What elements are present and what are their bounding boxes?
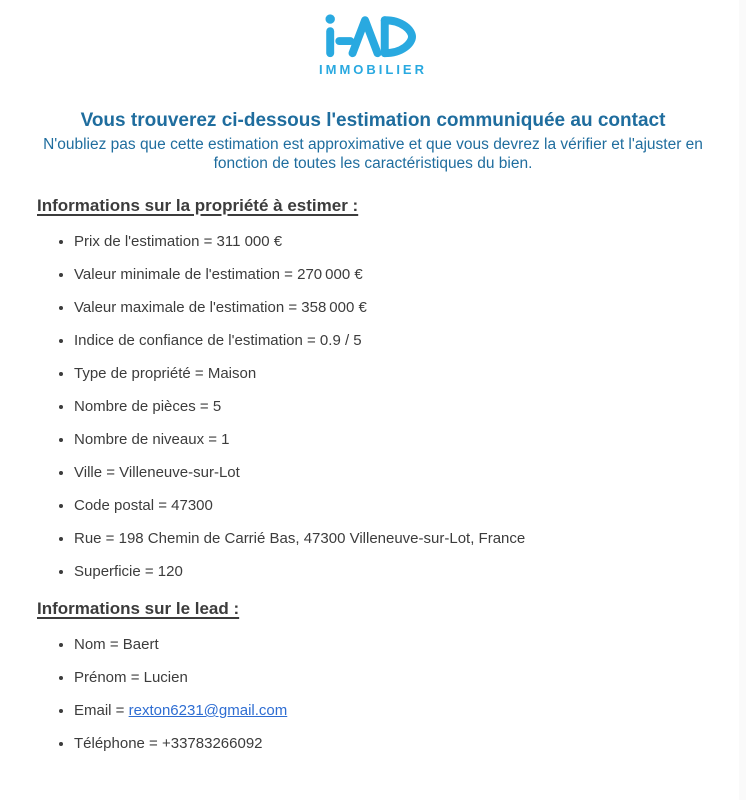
property-item-rooms: • Nombre de pièces = 5 [74,398,746,416]
page-subtitle: N'oubliez pas que cette estimation est approximative et que vous devrez la vérifier et l'ajuster en fonction de toutes les caractéristiques du bien. [43,136,703,172]
property-item-price: • Prix de l'estimation = 311 000 € [74,233,746,251]
property-item-surface: • Superficie = 120 [74,563,746,581]
property-item-levels: • Nombre de niveaux = 1 [74,431,746,449]
property-item-street: • Rue = 198 Chemin de Carrié Bas, 47300 Villeneuve-sur-Lot, France [74,530,746,548]
logo-block [0,0,746,77]
lead-item-firstname: • Prénom = Lucien [74,669,746,687]
property-item-min-value: • Valeur minimale de l'estimation = 270 000 € [74,266,746,284]
section-title-lead: Informations sur le lead : [37,599,240,618]
section-title-property: Informations sur la propriété à estimer : [37,196,359,215]
lead-item-email [74,702,746,720]
viewport-edge [739,0,746,800]
property-item-type: • Type de propriété = Maison [74,365,746,383]
iad-logo-icon [322,10,424,60]
property-item-city: • Ville = Villeneuve-sur-Lot [74,464,746,482]
lead-info-list [0,636,746,753]
property-item-max-value: • Valeur maximale de l'estimation = 358 000 € [74,299,746,317]
property-item-confidence: • Indice de confiance de l'estimation = 0.9 / 5 [74,332,746,350]
property-item-postal-code: • Code postal = 47300 [74,497,746,515]
email-link[interactable]: rexton6231@gmail.com [128,702,288,719]
logo-immobilier-text: IMMOBILIER [319,62,427,77]
property-info-list [0,233,746,581]
page-title: Vous trouverez ci-dessous l'estimation communiquée au contact [80,110,666,131]
email-label: Email = [74,702,129,719]
lead-item-phone: • Téléphone = +33783266092 [74,735,746,753]
lead-item-lastname: • Nom = Baert [74,636,746,654]
